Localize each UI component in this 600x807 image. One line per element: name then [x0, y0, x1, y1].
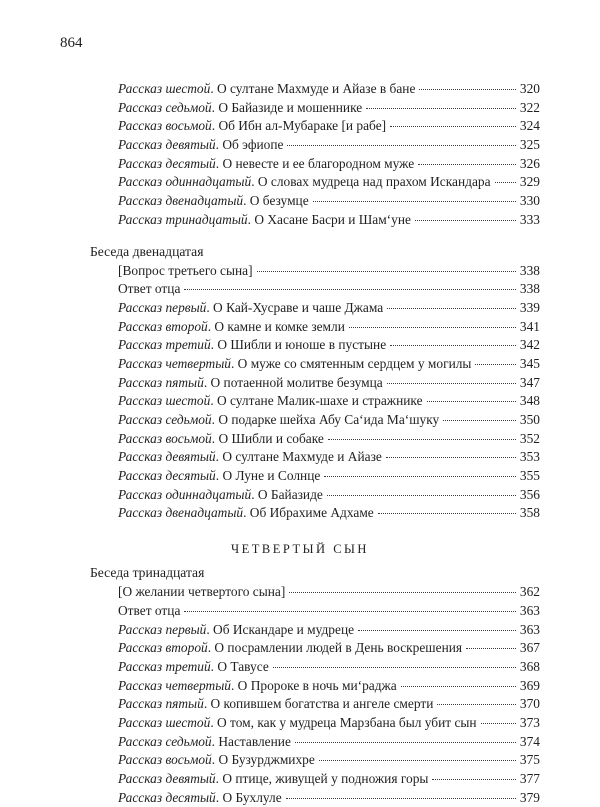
- toc-entry-lead: Рассказ седьмой: [118, 733, 212, 749]
- toc-leader-dots: [495, 182, 516, 183]
- toc-entry: [118, 136, 540, 155]
- toc-entry-page: 322: [519, 99, 540, 115]
- toc-entry-lead: Рассказ десятый: [118, 468, 216, 484]
- toc-leader-dots: [415, 220, 516, 221]
- toc-entry-page: 325: [519, 137, 540, 153]
- toc-entry-text: . О копившем богатства и ангеле смерти: [203, 696, 434, 712]
- toc-entry-page: 347: [519, 374, 540, 390]
- toc-entry-lead: Рассказ шестой: [118, 714, 211, 730]
- toc-entry-lead: Рассказ второй: [118, 318, 208, 334]
- toc-entry-page: 350: [519, 412, 540, 427]
- part-heading: ЧЕТВЕРТЫЙ СЫН: [231, 542, 369, 557]
- toc-entry: [118, 374, 540, 393]
- toc-entry-text: . О Байазиде: [251, 486, 323, 502]
- toc-entry-lead: Рассказ одиннадцатый: [118, 486, 252, 502]
- toc-entry: [118, 318, 540, 337]
- toc-entry-lead: Рассказ пятый: [118, 374, 204, 390]
- toc-entry-page: 377: [519, 771, 540, 786]
- toc-entry-text: . О Бухлуле: [215, 789, 282, 805]
- toc-leader-dots: [437, 704, 516, 705]
- toc-entry-title: [118, 621, 356, 640]
- toc-entry-page: 341: [519, 318, 540, 334]
- toc-entry-page: 352: [519, 430, 540, 446]
- toc-leader-dots: [466, 648, 516, 649]
- toc-entry-title: [118, 173, 493, 192]
- toc-entry-text: . Об Искандаре и мудреце: [206, 621, 355, 637]
- toc-entry-text: . О невесте и ее благородном муже: [215, 155, 415, 171]
- toc-entry-title: [118, 486, 325, 505]
- toc-entry-title: [118, 411, 441, 430]
- toc-entry: [118, 99, 540, 118]
- toc-entry-title: [118, 336, 388, 355]
- toc-entry-title: [118, 136, 285, 155]
- toc-entry-lead: Рассказ восьмой: [118, 430, 212, 446]
- toc-entry: [118, 789, 540, 807]
- toc-entry-page: 373: [519, 714, 540, 730]
- toc-entry-text: . Об Ибрахиме Адхаме: [243, 505, 374, 521]
- toc-entry-page: 345: [519, 355, 540, 371]
- toc-entry-text: . О Луне и Солнце: [215, 468, 321, 484]
- toc-leader-dots: [475, 364, 515, 365]
- toc-entry-page: 339: [519, 299, 540, 315]
- toc-entry: [118, 602, 540, 621]
- toc-entry-title: [118, 262, 255, 281]
- toc-entry-title: [118, 695, 435, 714]
- toc-entry-lead: Рассказ девятый: [118, 137, 216, 153]
- toc-entry-page: 358: [519, 505, 540, 521]
- toc-entry-lead: Рассказ шестой: [118, 81, 211, 96]
- page-number: 864: [60, 35, 83, 51]
- toc-entry-page: 374: [519, 733, 540, 749]
- toc-entry-lead: Рассказ второй: [118, 640, 208, 656]
- toc-entry-page: 362: [519, 584, 540, 600]
- toc-leader-dots: [328, 439, 516, 440]
- toc-leader-dots: [273, 667, 516, 668]
- toc-leader-dots: [401, 686, 516, 687]
- toc-entry-title: [118, 751, 317, 770]
- toc-entry-lead: Рассказ третий: [118, 337, 211, 353]
- toc-entry-text: . О Кай-Хусраве и чаше Джама: [206, 299, 384, 315]
- toc-entry-title: [118, 467, 322, 486]
- toc-entry: [118, 504, 540, 523]
- toc-entry-title: [118, 789, 284, 807]
- toc-leader-dots: [358, 630, 516, 631]
- toc-entry-title: [118, 602, 182, 621]
- toc-entry-text: . О Тавусе: [210, 658, 269, 674]
- toc-entry-text: . Наставление: [211, 733, 291, 749]
- toc-entry-title: [118, 318, 347, 337]
- toc-entry-page: 363: [519, 621, 540, 637]
- toc-entry-text: [Вопрос третьего сына]: [118, 262, 253, 278]
- toc-entry: [118, 733, 540, 752]
- toc-leader-dots: [295, 742, 516, 743]
- toc-entry-lead: Рассказ первый: [118, 621, 207, 637]
- toc-group-13: [0, 583, 600, 807]
- toc-entry: [118, 695, 540, 714]
- toc-entry-text: . О Пророке в ночь ми‘раджа: [230, 677, 397, 693]
- toc-entry-lead: Рассказ девятый: [118, 771, 216, 786]
- toc-entry: [118, 658, 540, 677]
- toc-entry-title: [118, 658, 271, 677]
- toc-entry-page: 338: [519, 262, 540, 278]
- toc-entry-text: . О птице, живущей у подножия горы: [215, 771, 429, 786]
- toc-entry-title: [118, 280, 182, 299]
- toc-entry: [118, 677, 540, 696]
- toc-entry: [118, 621, 540, 640]
- toc-entry-title: [118, 192, 311, 211]
- toc-entry-title: [118, 448, 384, 467]
- toc-entry-page: 320: [519, 81, 540, 96]
- toc-entry-title: [118, 583, 287, 602]
- toc-entry-text: . О Байазиде и мошеннике: [211, 99, 363, 115]
- toc-entry-text: . О султане Махмуде и Айазе: [215, 449, 382, 465]
- toc-leader-dots: [324, 476, 516, 477]
- toc-entry-page: 330: [519, 193, 540, 209]
- toc-entry-page: 363: [519, 602, 540, 618]
- toc-leader-dots: [432, 779, 516, 780]
- toc-entry-text: . О Шибли и собаке: [211, 430, 324, 446]
- toc-leader-dots: [286, 798, 516, 799]
- toc-entry-lead: Рассказ седьмой: [118, 99, 212, 115]
- toc-entry-text: Ответ отца: [118, 281, 181, 297]
- toc-entry-page: 370: [519, 696, 540, 712]
- toc-entry-title: [118, 677, 399, 696]
- toc-entry-page: 333: [519, 211, 540, 227]
- toc-entry-lead: Рассказ пятый: [118, 696, 204, 712]
- toc-entry-page: 368: [519, 658, 540, 674]
- toc-entry-title: [118, 355, 473, 374]
- toc-entry: [118, 411, 540, 430]
- toc-entry: [118, 467, 540, 486]
- toc-entry-page: 369: [519, 677, 540, 693]
- toc-entry-text: . О потаенной молитве безумца: [203, 374, 383, 390]
- toc-entry-text: . О султане Махмуде и Айазе в бане: [210, 81, 416, 96]
- toc-entry-page: 348: [519, 393, 540, 409]
- toc-entry: [118, 770, 540, 789]
- toc-leader-dots: [378, 513, 516, 514]
- toc-leader-dots: [289, 592, 516, 593]
- toc-entry-title: [118, 99, 364, 118]
- toc-entry-title: [118, 80, 417, 99]
- toc-entry: [118, 117, 540, 136]
- toc-entry-text: . Об Ибн ал-Мубараке [и рабе]: [211, 118, 387, 134]
- toc-entry: [118, 639, 540, 658]
- toc-entry-text: . О словах мудреца над прахом Искандара: [251, 174, 491, 190]
- toc-leader-dots: [184, 289, 516, 290]
- toc-entry-page: 329: [519, 174, 540, 190]
- toc-entry: [118, 751, 540, 770]
- toc-entry-title: [118, 770, 430, 789]
- toc-entry-text: Ответ отца: [118, 602, 181, 618]
- section-heading-13: Беседа тринадцатая: [90, 565, 205, 581]
- toc-leader-dots: [481, 723, 516, 724]
- toc-entry: [118, 486, 540, 505]
- toc-entry-page: 367: [519, 640, 540, 656]
- toc-entry-page: 356: [519, 486, 540, 502]
- toc-entry-text: . О муже со смятенным сердцем у могилы: [230, 355, 472, 371]
- toc-entry-title: [118, 430, 326, 449]
- toc-entry-lead: Рассказ восьмой: [118, 752, 212, 768]
- toc-entry-text: . О султане Малик-шахе и стражнике: [210, 393, 423, 409]
- toc-entry-text: . Об эфиопе: [215, 137, 284, 153]
- toc-entry-title: [118, 155, 416, 174]
- toc-entry-lead: Рассказ десятый: [118, 789, 216, 805]
- toc-entry-lead: Рассказ девятый: [118, 449, 216, 465]
- toc-entry: [118, 80, 540, 99]
- toc-entry-title: [118, 714, 479, 733]
- toc-entry-text: . О Хасане Басри и Шам‘уне: [247, 211, 411, 227]
- toc-entry-lead: Рассказ восьмой: [118, 118, 212, 134]
- toc-leader-dots: [387, 383, 516, 384]
- toc-entry-text: . О том, как у мудреца Марзбана был убит сын: [210, 714, 477, 730]
- toc-entry-title: [118, 504, 376, 523]
- toc-entry-page: 379: [519, 789, 540, 805]
- toc-entry-lead: Рассказ двенадцатый: [118, 193, 244, 209]
- toc-leader-dots: [419, 89, 516, 90]
- toc-leader-dots: [390, 126, 516, 127]
- toc-leader-dots: [257, 271, 516, 272]
- toc-entry: [118, 211, 540, 230]
- toc-entry-lead: Рассказ третий: [118, 658, 211, 674]
- toc-entry-page: 355: [519, 468, 540, 484]
- toc-entry-title: [118, 374, 385, 393]
- toc-entry-text: . О посрамлении людей в День воскрешения: [207, 640, 463, 656]
- section-heading-12: Беседа двенадцатая: [90, 243, 204, 259]
- toc-entry: [118, 299, 540, 318]
- toc-entry-title: [118, 211, 413, 230]
- toc-entry-title: [118, 117, 388, 136]
- toc-entry: [118, 192, 540, 211]
- toc-group-continued: [0, 80, 600, 230]
- toc-entry-lead: Рассказ тринадцатый: [118, 211, 248, 227]
- toc-entry-text: . О камне и комке земли: [207, 318, 345, 334]
- toc-entry-title: [118, 392, 425, 411]
- toc-entry-lead: Рассказ седьмой: [118, 412, 212, 427]
- toc-entry-page: 375: [519, 752, 540, 768]
- toc-entry-page: 342: [519, 337, 540, 353]
- toc-entry-lead: Рассказ первый: [118, 299, 207, 315]
- toc-entry-page: 326: [519, 155, 540, 171]
- toc-leader-dots: [387, 308, 516, 309]
- toc-entry-text: . О безумце: [243, 193, 309, 209]
- toc-leader-dots: [349, 327, 516, 328]
- toc-entry-lead: Рассказ двенадцатый: [118, 505, 244, 521]
- toc-entry-text: [О желании четвертого сына]: [118, 584, 286, 600]
- toc-entry: [118, 448, 540, 467]
- toc-entry-title: [118, 639, 464, 658]
- toc-leader-dots: [184, 611, 516, 612]
- toc-entry: [118, 714, 540, 733]
- toc-leader-dots: [319, 760, 516, 761]
- toc-leader-dots: [327, 495, 516, 496]
- toc-entry: [118, 336, 540, 355]
- table-of-contents: [0, 80, 600, 807]
- toc-entry: [118, 355, 540, 374]
- toc-entry-title: [118, 733, 293, 752]
- toc-leader-dots: [390, 345, 516, 346]
- toc-entry-lead: Рассказ четвертый: [118, 355, 231, 371]
- toc-leader-dots: [313, 201, 516, 202]
- toc-entry-text: . О Шибли и юноше в пустыне: [210, 337, 387, 353]
- toc-entry: [118, 392, 540, 411]
- toc-entry-text: . О подарке шейха Абу Са‘ида Ма‘шуку: [211, 412, 440, 427]
- toc-entry-lead: Рассказ четвертый: [118, 677, 231, 693]
- toc-leader-dots: [427, 401, 516, 402]
- toc-group-12: [0, 262, 600, 524]
- toc-entry-page: 338: [519, 281, 540, 297]
- toc-entry: [118, 430, 540, 449]
- toc-entry-text: . О Бузурджмихре: [211, 752, 315, 768]
- toc-leader-dots: [443, 420, 516, 421]
- toc-entry: [118, 583, 540, 602]
- toc-entry: [118, 173, 540, 192]
- toc-leader-dots: [386, 457, 516, 458]
- toc-entry-page: 324: [519, 118, 540, 134]
- toc-entry-title: [118, 299, 385, 318]
- toc-entry: [118, 262, 540, 281]
- toc-entry: [118, 280, 540, 299]
- toc-entry-lead: Рассказ шестой: [118, 393, 211, 409]
- toc-leader-dots: [287, 145, 515, 146]
- toc-leader-dots: [366, 108, 516, 109]
- toc-leader-dots: [418, 164, 516, 165]
- toc-entry-lead: Рассказ десятый: [118, 155, 216, 171]
- toc-entry-lead: Рассказ одиннадцатый: [118, 174, 252, 190]
- toc-entry: [118, 155, 540, 174]
- toc-entry-page: 353: [519, 449, 540, 465]
